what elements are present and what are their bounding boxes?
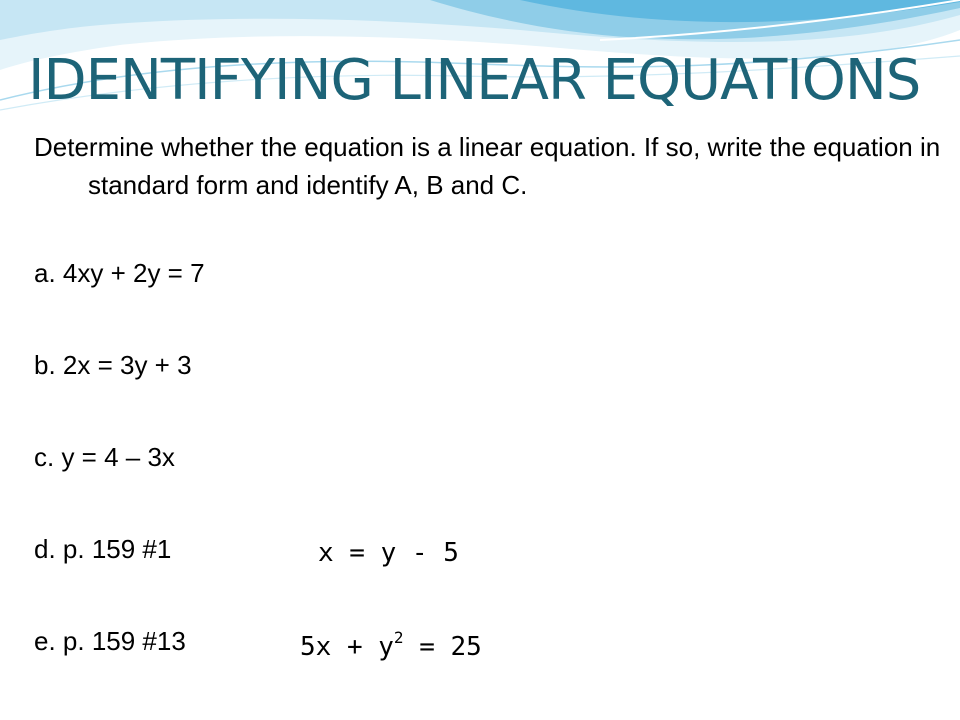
- problem-d: d. p. 159 #1: [34, 534, 172, 564]
- problem-e-exponent: 2: [393, 628, 404, 647]
- slide-title: IDENTIFYING LINEAR EQUATIONS: [28, 48, 921, 113]
- problem-c: c. y = 4 – 3x: [34, 442, 175, 472]
- problem-a: a. 4xy + 2y = 7: [34, 258, 205, 288]
- problem-e: e. p. 159 #13: [34, 626, 186, 656]
- problem-e-equation: [300, 628, 482, 662]
- problem-e-equation-base: 5x + y: [300, 632, 394, 662]
- instructions-text: Determine whether the equation is a linear equation. If so, write the equation in standard form and identify A, B and C.: [34, 132, 941, 200]
- problem-d-equation: x = y - 5: [318, 538, 459, 568]
- problem-b: b. 2x = 3y + 3: [34, 350, 192, 380]
- problem-e-equation-rest: = 25: [403, 632, 482, 662]
